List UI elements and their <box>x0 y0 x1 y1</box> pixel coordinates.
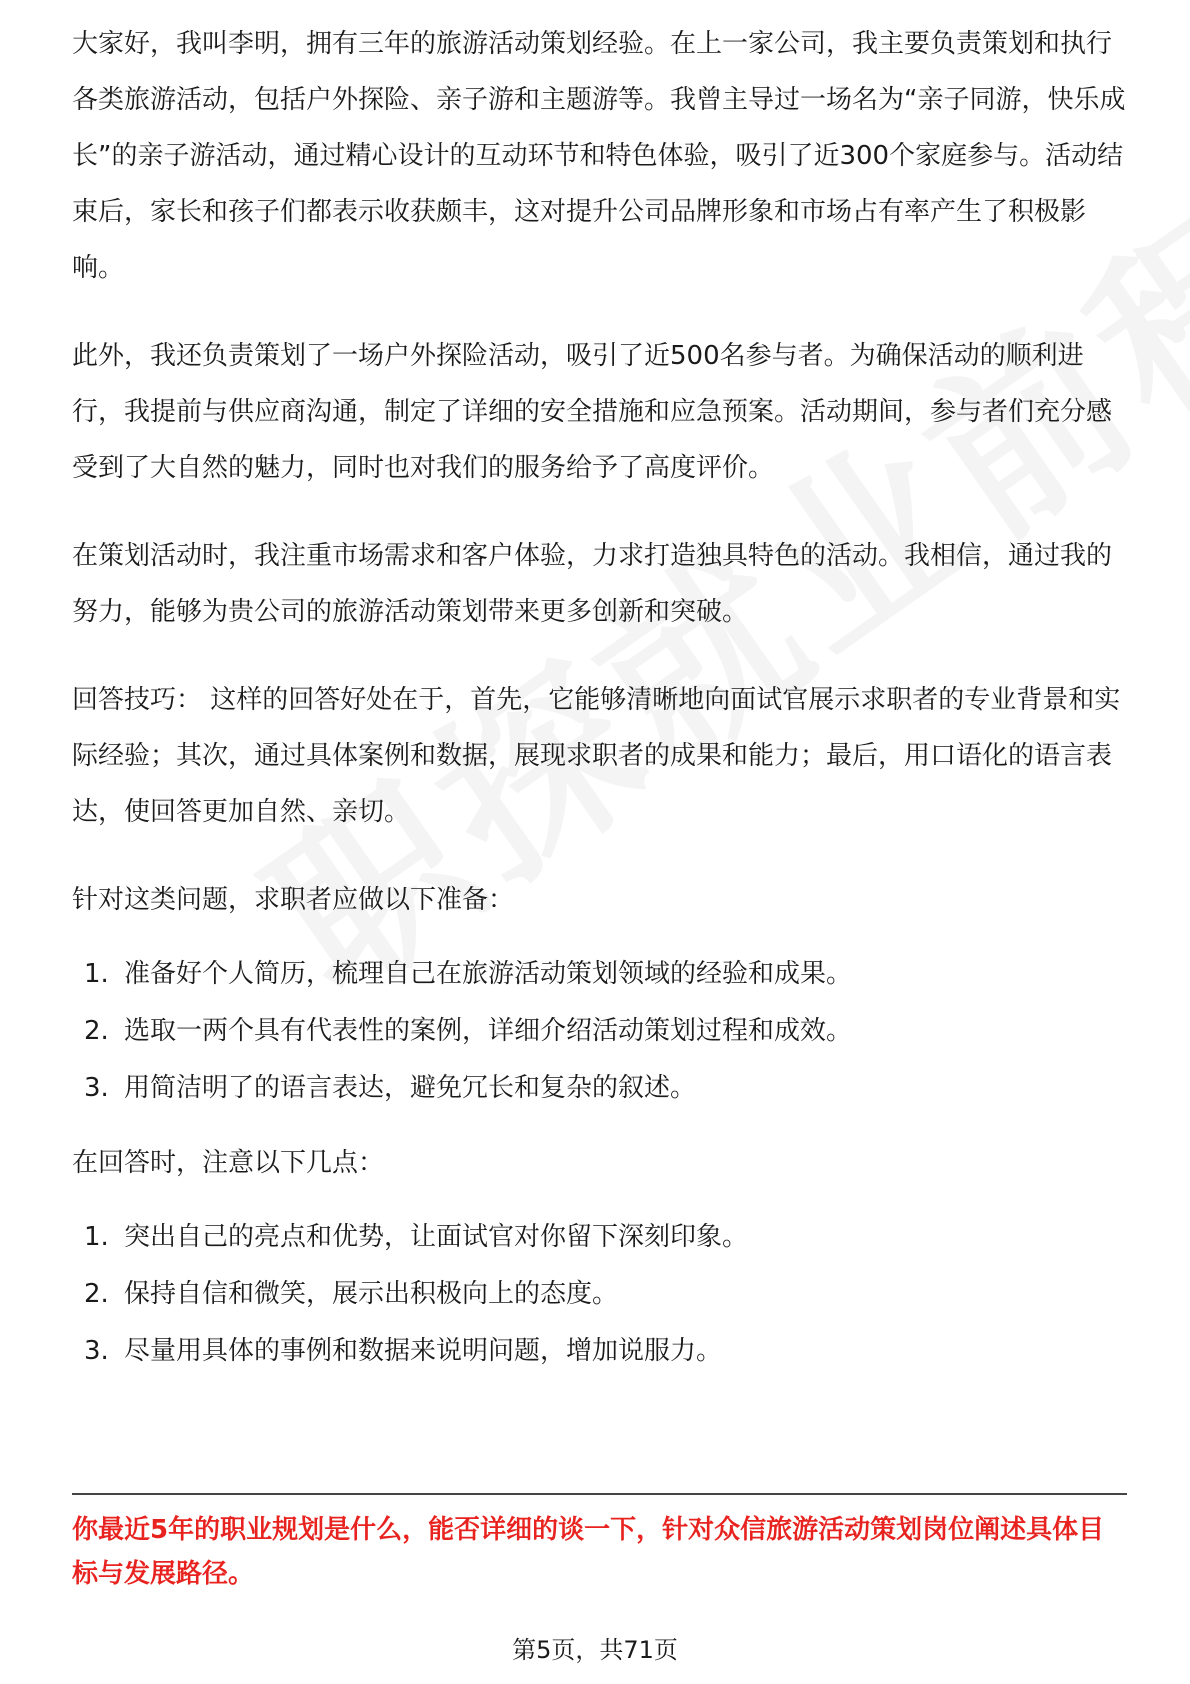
answer-content <box>72 29 1127 1380</box>
notes-heading: 在回答时，注意以下几点： <box>72 1148 385 1178</box>
paragraph-tips: 回答技巧： 这样的回答好处在于，首先，它能够清晰地向面试官展示求职者的专业背景和实际经验；其次，通过具体案例和数据，展现求职者的成果和能力；最后，用口语化的语言表达，使回答更加自然、亲切。 <box>72 685 1121 827</box>
list-item: 1. 突出自己的亮点和优势，让面试官对你留下深刻印象。 <box>84 1222 749 1252</box>
prep-list <box>72 946 1127 1117</box>
list-item: 2. 选取一两个具有代表性的案例，详细介绍活动策划过程和成效。 <box>84 1016 853 1046</box>
list-item: 3. 尽量用具体的事例和数据来说明问题，增加说服力。 <box>84 1336 723 1366</box>
next-question-heading: 你最近5年的职业规划是什么，能否详细的谈一下，针对众信旅游活动策划岗位阐述具体目标与发展路径。 <box>72 1515 1105 1589</box>
list-item: 1. 准备好个人简历，梳理自己在旅游活动策划领域的经验和成果。 <box>84 959 853 989</box>
paragraph-prep-heading: 针对这类问题，求职者应做以下准备： <box>72 885 515 915</box>
section-divider <box>72 1493 1127 1495</box>
notes-list <box>72 1209 1127 1380</box>
paragraph-intro: 大家好，我叫李明，拥有三年的旅游活动策划经验。在上一家公司，我主要负责策划和执行各类旅游活动，包括户外探险、亲子游和主题游等。我曾主导过一场名为“亲子同游，快乐成长”的亲子游活动，通过精心设计的互动环节和特色体验，吸引了近300个家庭参与。活动结束后，家长和孩子们都表示收获颇丰，这对提升公司品牌形象和市场占有率产生了积极影响。 <box>72 29 1126 283</box>
paragraph-approach: 在策划活动时，我注重市场需求和客户体验，力求打造独具特色的活动。我相信，通过我的努力，能够为贵公司的旅游活动策划带来更多创新和突破。 <box>72 541 1113 627</box>
page-footer: 第5页，共71页 <box>512 1636 678 1664</box>
paragraph-outdoor: 此外，我还负责策划了一场户外探险活动，吸引了近500名参与者。为确保活动的顺利进行，我提前与供应商沟通，制定了详细的安全措施和应急预案。活动期间，参与者们充分感受到了大自然的魅力，同时也对我们的服务给予了高度评价。 <box>72 341 1113 483</box>
list-item: 3. 用简洁明了的语言表达，避免冗长和复杂的叙述。 <box>84 1073 697 1103</box>
list-item: 2. 保持自信和微笑，展示出积极向上的态度。 <box>84 1279 619 1309</box>
